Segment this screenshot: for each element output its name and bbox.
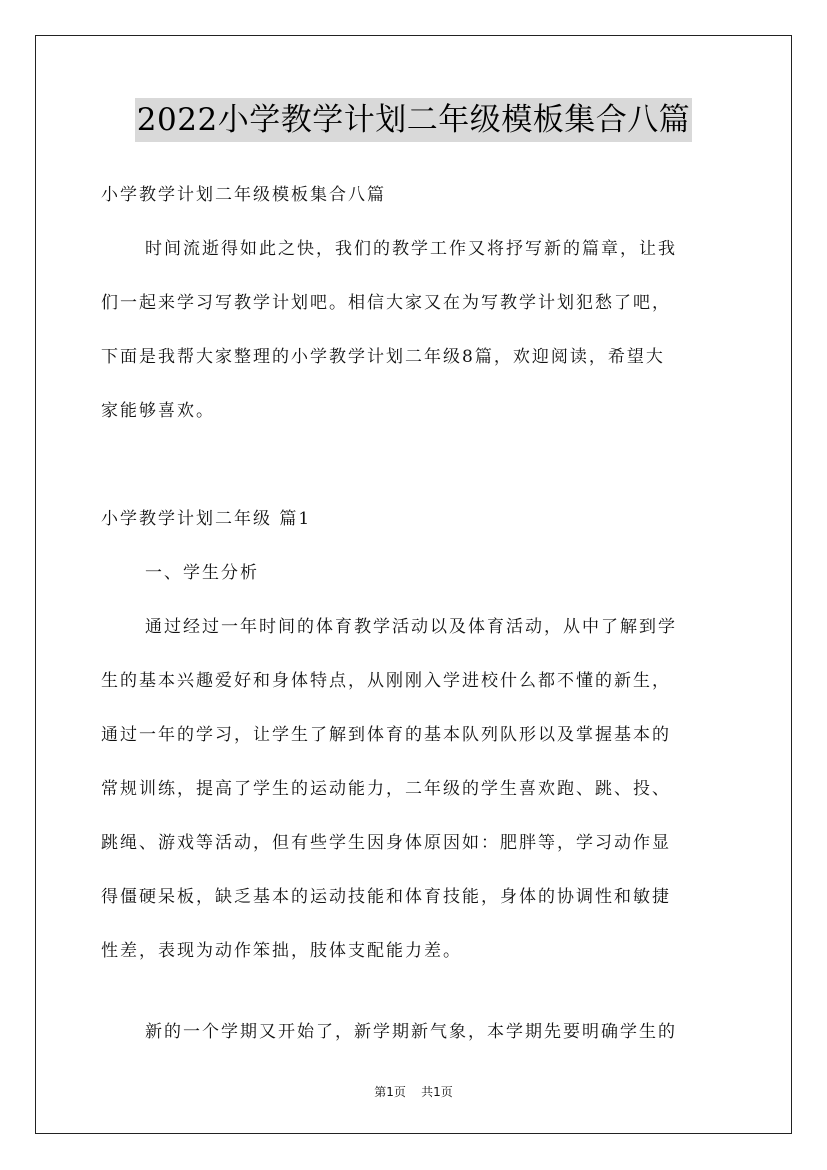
paragraph-line: 通过经过一年时间的体育教学活动以及体育活动，从中了解到学 <box>145 617 677 637</box>
page-number: 第1页 <box>374 1085 406 1099</box>
paragraph-line: 常规训练，提高了学生的运动能力，二年级的学生喜欢跑、跳、投、 <box>101 779 671 799</box>
document-title: 2022小学教学计划二年级模板集合八篇 <box>135 98 692 142</box>
paragraph-line: 得僵硬呆板，缺乏基本的运动技能和体育技能，身体的协调性和敏捷 <box>101 887 671 907</box>
paragraph-line: 通过一年的学习，让学生了解到体育的基本队列队形以及掌握基本的 <box>101 725 671 745</box>
paragraph-line: 性差，表现为动作笨拙，肢体支配能力差。 <box>101 941 462 961</box>
paragraph-line: 跳绳、游戏等活动，但有些学生因身体原因如：肥胖等，学习动作显 <box>101 833 671 853</box>
section-heading: 小学教学计划二年级 篇1 <box>101 509 312 529</box>
intro-line: 们一起来学习写教学计划吧。相信大家又在为写教学计划犯愁了吧， <box>101 293 671 313</box>
intro-line: 家能够喜欢。 <box>101 401 215 421</box>
intro-line: 下面是我帮大家整理的小学教学计划二年级8篇，欢迎阅读，希望大 <box>101 347 665 367</box>
paragraph-line: 新的一个学期又开始了，新学期新气象，本学期先要明确学生的 <box>145 1022 677 1042</box>
page-footer <box>0 1083 827 1100</box>
document-subtitle: 小学教学计划二年级模板集合八篇 <box>101 185 386 205</box>
paragraph-line: 生的基本兴趣爱好和身体特点，从刚刚入学进校什么都不懂的新生， <box>101 671 671 691</box>
title-container <box>0 98 827 142</box>
intro-line: 时间流逝得如此之快，我们的教学工作又将抒写新的篇章，让我 <box>145 239 677 259</box>
sub-heading: 一、学生分析 <box>145 563 259 583</box>
page-total: 共1页 <box>421 1085 453 1099</box>
